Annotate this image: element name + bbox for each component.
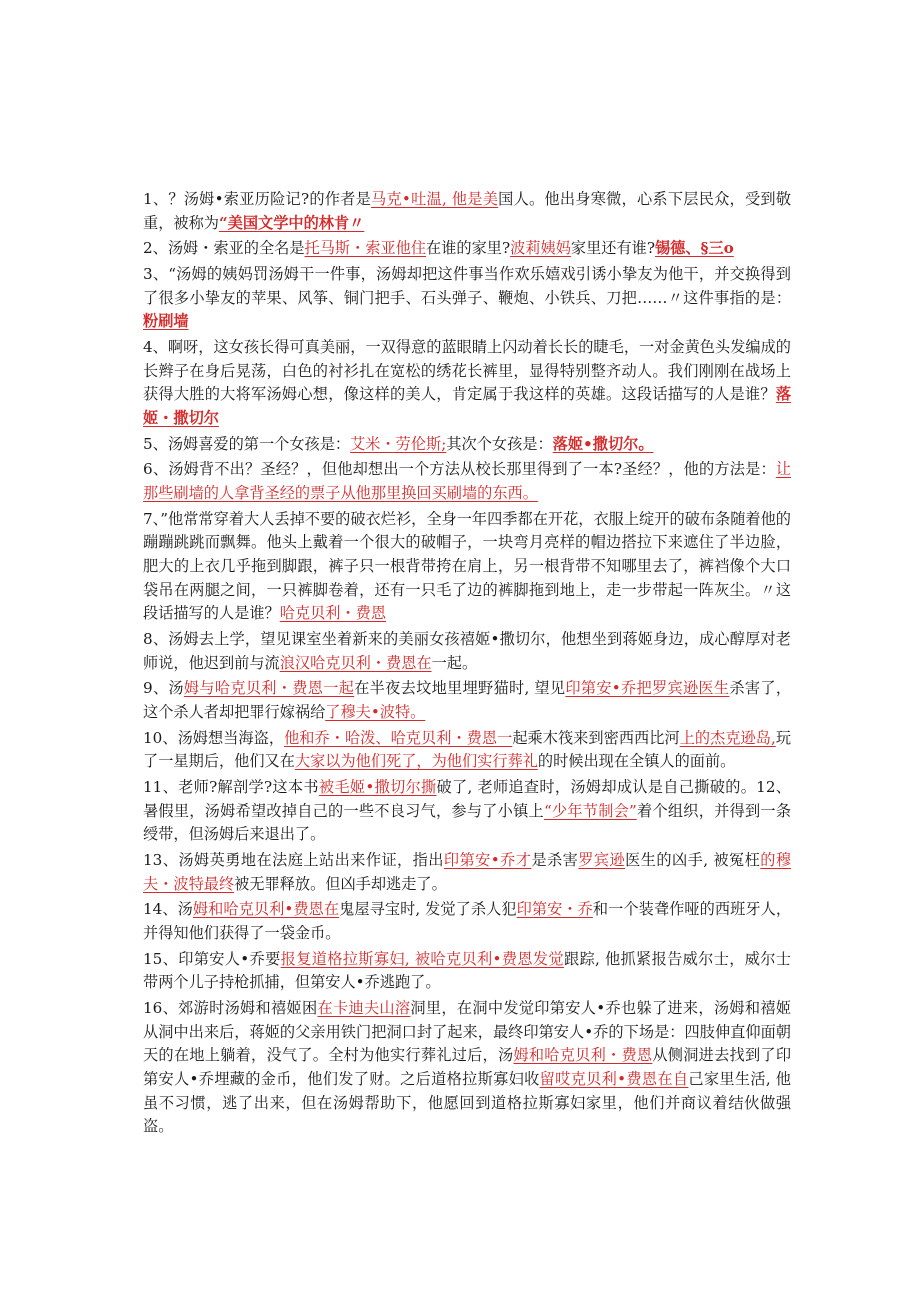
answer-text: 波莉姨妈 <box>510 239 571 258</box>
question-item <box>143 776 791 847</box>
question-item <box>143 898 791 945</box>
question-item <box>143 336 791 430</box>
question-text: 国人。他出身寒微，心系下层民众，受到敬重，被称为 <box>143 190 792 232</box>
answer-text: 上的杰克逊岛, <box>679 728 776 747</box>
answer-text: 锡德、§三o <box>654 239 734 258</box>
question-text: 杀害了，这个杀人者却把罪行嫁祸给 <box>143 679 792 721</box>
question-text: 医生的凶手, 被冤枉 <box>625 851 761 870</box>
question-text: 着个组织，并得到一条绶带，但汤姆后来退出了。 <box>143 801 792 844</box>
answer-text: 哈克贝利・费恩 <box>279 604 386 623</box>
answer-text: 的穆夫・波特最终 <box>143 851 792 893</box>
question-text: 16、郊游时汤姆和禧姬困 <box>143 999 318 1018</box>
answer-text: 粉刷墙 <box>143 312 189 331</box>
question-item <box>143 948 791 995</box>
answer-text: 落姬・撒切尔 <box>143 385 791 427</box>
question-text: 和一个装聋作哑的西班牙人，并得知他们获得了一袋金币。 <box>143 900 792 943</box>
question-text: 家里还有谁? <box>570 239 655 258</box>
question-text: 己家里生活, 他虽不习惯，逃了出来，但在汤姆帮助下，他愿回到道格拉斯寡妇家里，他们并商议着结伙做强盗。 <box>143 1070 791 1136</box>
question-text: 的时候出现在全镇人的面前。 <box>537 752 736 771</box>
question-text: 11、老师?解剖学?这本书 <box>143 778 319 797</box>
question-text: 3、“汤姆的姨妈罚汤姆干一件事，汤姆却把这件事当作欢乐嬉戏引诱小挚友为他干，并交换得到了很多小挚友的苹果、风筝、铜门把手、石头弹子、鞭炮、小铁兵、刀把……〃这件事指的是： <box>143 265 791 307</box>
question-text: 在半夜去坟地里埋野猫时, 望见 <box>354 679 566 698</box>
question-text: 在谁的家里? <box>426 239 511 258</box>
question-text: 4、啊呀，这女孩长得可真美丽，一双得意的蓝眼睛上闪动着长长的睫毛，一对金黄色头发编成的长辫子在身后晃荡，白色的衬衫扎在宽松的绣花长裤里，显得特别整齐动人。我们刚刚在战场上获得大胜的大将军汤姆心想，像这样的美人，肯定属于我这样的英雄。这段话描写的人是谁？ <box>143 338 791 404</box>
answer-text: “美国文学中的林肯〃 <box>218 213 365 232</box>
answer-text: 大家以为他们死了，为他们实行葬礼 <box>294 752 538 771</box>
question-item <box>143 433 791 457</box>
answer-text: “少年节制会” <box>543 801 637 820</box>
question-list <box>143 188 791 1141</box>
answer-text: 在卡迪夫山溶 <box>317 999 411 1018</box>
question-text: 10、汤姆想当海盗， <box>143 728 285 747</box>
question-text: 是杀害 <box>531 851 579 870</box>
question-text: 一起。 <box>431 653 478 672</box>
answer-text: 艾米・劳伦斯; <box>350 434 447 453</box>
answer-text: 他和乔・哈泼、哈克贝利・费恩一 <box>284 728 513 747</box>
question-item <box>143 727 791 774</box>
question-item <box>143 508 791 626</box>
question-item <box>143 458 791 505</box>
answer-text: 落姬•撒切尔。 <box>552 434 654 453</box>
question-text: 鬼屋寻宝时, 发觉了杀人犯 <box>339 900 517 919</box>
question-text: 从侧洞进去找到了印第安人•乔埋藏的金币，他们发了财。之后道格拉斯寡妇收 <box>143 1046 792 1088</box>
answer-text: 留哎克贝利•费恩在自 <box>539 1070 689 1088</box>
answer-text: 印第安•乔把罗宾逊医生 <box>565 679 730 698</box>
question-text: 15、印第安人•乔要 <box>143 949 281 968</box>
answer-text: 让那些刷墙的人拿背圣经的票子从他那里换回买刷墙的东西。 <box>143 460 791 503</box>
question-text: 被无罪释放。但凶手却逃走了。 <box>234 874 447 893</box>
answer-text: 了穆夫•波特。 <box>325 702 426 721</box>
question-text: 跟踪, 他抓紧报告威尔士，威尔士带两个儿子持枪抓捕，但第安人•乔逃跑了。 <box>143 949 791 992</box>
question-text: 起乘木筏来到密西西比河 <box>512 728 680 747</box>
question-text: 其次个女孩是： <box>446 434 553 453</box>
question-text: 14、汤 <box>143 900 193 919</box>
answer-text: 马克•吐温, 他是美 <box>371 190 499 208</box>
question-item <box>143 997 791 1139</box>
question-item <box>143 849 791 896</box>
question-text: 玩了一星期后，他们又在 <box>143 728 792 771</box>
question-text: 2、汤姆・索亚的全名是 <box>143 239 305 258</box>
answer-text: 被毛姬•撒切尔撕 <box>318 778 437 797</box>
answer-text: 托马斯・索亚他住 <box>304 239 427 258</box>
question-item <box>143 677 791 724</box>
question-text: 5、汤姆喜爱的第一个女孩是： <box>143 434 351 453</box>
answer-text: 印第安・乔 <box>516 900 593 919</box>
question-text: 8、汤姆去上学，望见课室坐着新来的美丽女孩禧姬•撒切尔，他想坐到蒋姬身边，成心醇厚对老师说，他迟到前与流 <box>143 630 791 672</box>
question-text: 破了, 老师追查时，汤姆却成认是自己撕破的。12、暑假里，汤姆希望改掉自己的一些不良习气，参与了小镇上 <box>143 778 791 820</box>
question-text: 6、汤姆背不出？圣经？，但他却想出一个方法从校长那里得到了一本?圣经？，他的方法是： <box>143 460 776 479</box>
answer-text: 姆和哈克贝利・费恩 <box>513 1046 653 1065</box>
answer-text: 印第安•乔才 <box>443 851 532 870</box>
question-item <box>143 628 791 675</box>
question-text: 7、”他常常穿着大人丢掉不要的破衣烂衫，全身一年四季都在开花，衣服上绽开的破布条随着他的蹦蹦跳跳而飘舞。他头上戴着一个很大的破帽子，一块弯月亮样的帽边搭拉下来遮住了半边脸，肥大的上衣几乎拖到脚跟，裤子只一根背带挎在肩上，另一根背带不知哪里去了，裤裆像个大口袋吊在两腿之间，一只裤脚卷着，还有一只毛了边的裤脚拖到地上，走一步带起一阵灰尘。〃这段话描写的人是谁？ <box>143 509 791 623</box>
question-text: 9、汤 <box>143 679 184 698</box>
question-text: 洞里，在洞中发觉印第安人•乔也躲了进来，汤姆和禧姬从洞中出来后，蒋姬的父亲用铁门把洞口封了起来，最终印第安人•乔的下场是：四肢伸直仰面朝天的在地上躺着，没气了。全村为他实行葬礼过后，汤 <box>143 999 792 1065</box>
answer-text: 姆与哈克贝利・费恩一起 <box>183 679 355 698</box>
question-item <box>143 237 791 261</box>
answer-text: 报复道格拉斯寡妇, 被哈克贝利•费恩发觉 <box>280 949 564 968</box>
answer-text: 罗宾逊 <box>578 851 626 870</box>
question-text: 13、汤姆英勇地在法庭上站出来作证，指出 <box>143 851 444 870</box>
question-text: 1、？汤姆•索亚历险记?的作者是 <box>143 190 372 208</box>
question-item <box>143 188 791 235</box>
answer-text: 浪汉哈克贝利・费恩在 <box>279 653 432 672</box>
answer-text: 姆和哈克贝利•费恩在 <box>192 900 340 919</box>
question-item <box>143 263 791 334</box>
